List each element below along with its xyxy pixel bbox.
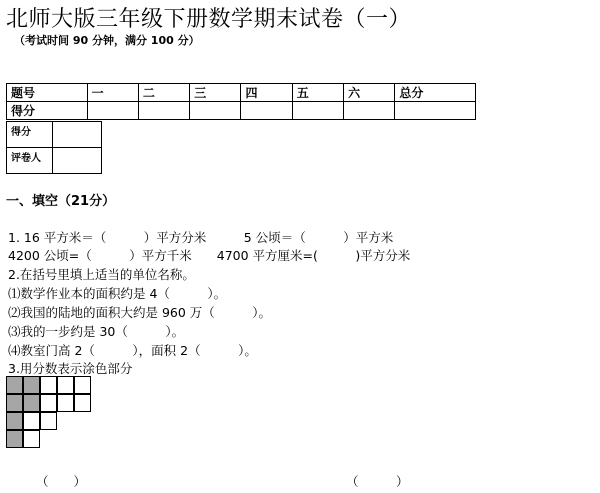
grid-cell: [40, 376, 57, 394]
answer-blank-right[interactable]: （ ）: [346, 474, 409, 489]
grid-cell-shaded: [6, 394, 23, 412]
question-2-item-1: ⑴数学作业本的面积约是 4（ ）。: [8, 286, 227, 301]
score-cell[interactable]: [87, 102, 138, 120]
grid-cell-shaded: [6, 412, 23, 430]
grid-cell-shaded: [23, 394, 40, 412]
score-header-cell: 三: [190, 84, 241, 102]
grid-cell-shaded: [6, 376, 23, 394]
grid-cell: [23, 412, 40, 430]
score-cell[interactable]: [138, 102, 189, 120]
grader-reviewer-label: 评卷人: [7, 148, 53, 174]
question-2-prompt: 2.在括号里填上适当的单位名称。: [8, 267, 195, 282]
page-title: 北师大版三年级下册数学期末试卷（一）: [6, 7, 412, 32]
question-2-item-4: ⑷教室门高 2（ ），面积 2（ ）。: [8, 343, 257, 358]
question-1-line-1: 1. 16 平方米＝（ ）平方分米 5 公顷＝（ ）平方米: [8, 230, 394, 245]
section-heading-fill-blank: 一、填空（21分）: [6, 194, 116, 209]
grid-cell: [57, 394, 74, 412]
grid-cell: [57, 376, 74, 394]
score-cell[interactable]: [241, 102, 292, 120]
score-row-label: 得分: [7, 102, 88, 120]
score-header-cell: 五: [292, 84, 343, 102]
score-header-cell: 四: [241, 84, 292, 102]
grader-reviewer-cell[interactable]: [53, 148, 102, 174]
question-2-item-2: ⑵我国的陆地的面积大约是 960 万（ ）。: [8, 305, 272, 320]
score-header-cell: 一: [87, 84, 138, 102]
question-3-prompt: 3.用分数表示涂色部分: [8, 361, 133, 376]
score-table: [6, 83, 476, 120]
question-2-item-3: ⑶我的一步约是 30（ ）。: [8, 324, 185, 339]
score-cell[interactable]: [190, 102, 241, 120]
score-table-header-row: [7, 84, 476, 102]
score-cell[interactable]: [344, 102, 395, 120]
score-header-cell: 二: [138, 84, 189, 102]
score-table-score-row: [7, 102, 476, 120]
score-cell[interactable]: [292, 102, 343, 120]
grid-cell: [74, 376, 91, 394]
grader-table: [6, 121, 102, 174]
grid-cell-shaded: [6, 430, 23, 448]
score-header-cell: 题号: [7, 84, 88, 102]
grid-cell: [23, 430, 40, 448]
grader-score-label: 得分: [7, 122, 53, 148]
exam-info: （考试时间 90 分钟，满分 100 分）: [14, 34, 200, 47]
score-header-cell: 总分: [395, 84, 476, 102]
score-cell[interactable]: [395, 102, 476, 120]
grid-cell: [40, 412, 57, 430]
question-1-line-2: 4200 公顷=（ ）平方千米 4700 平方厘米=( )平方分米: [8, 248, 411, 263]
score-header-cell: 六: [344, 84, 395, 102]
grader-score-cell[interactable]: [53, 122, 102, 148]
answer-blank-left[interactable]: （ ）: [36, 474, 87, 489]
grid-cell: [74, 394, 91, 412]
grid-cell-shaded: [23, 376, 40, 394]
grid-cell: [40, 394, 57, 412]
